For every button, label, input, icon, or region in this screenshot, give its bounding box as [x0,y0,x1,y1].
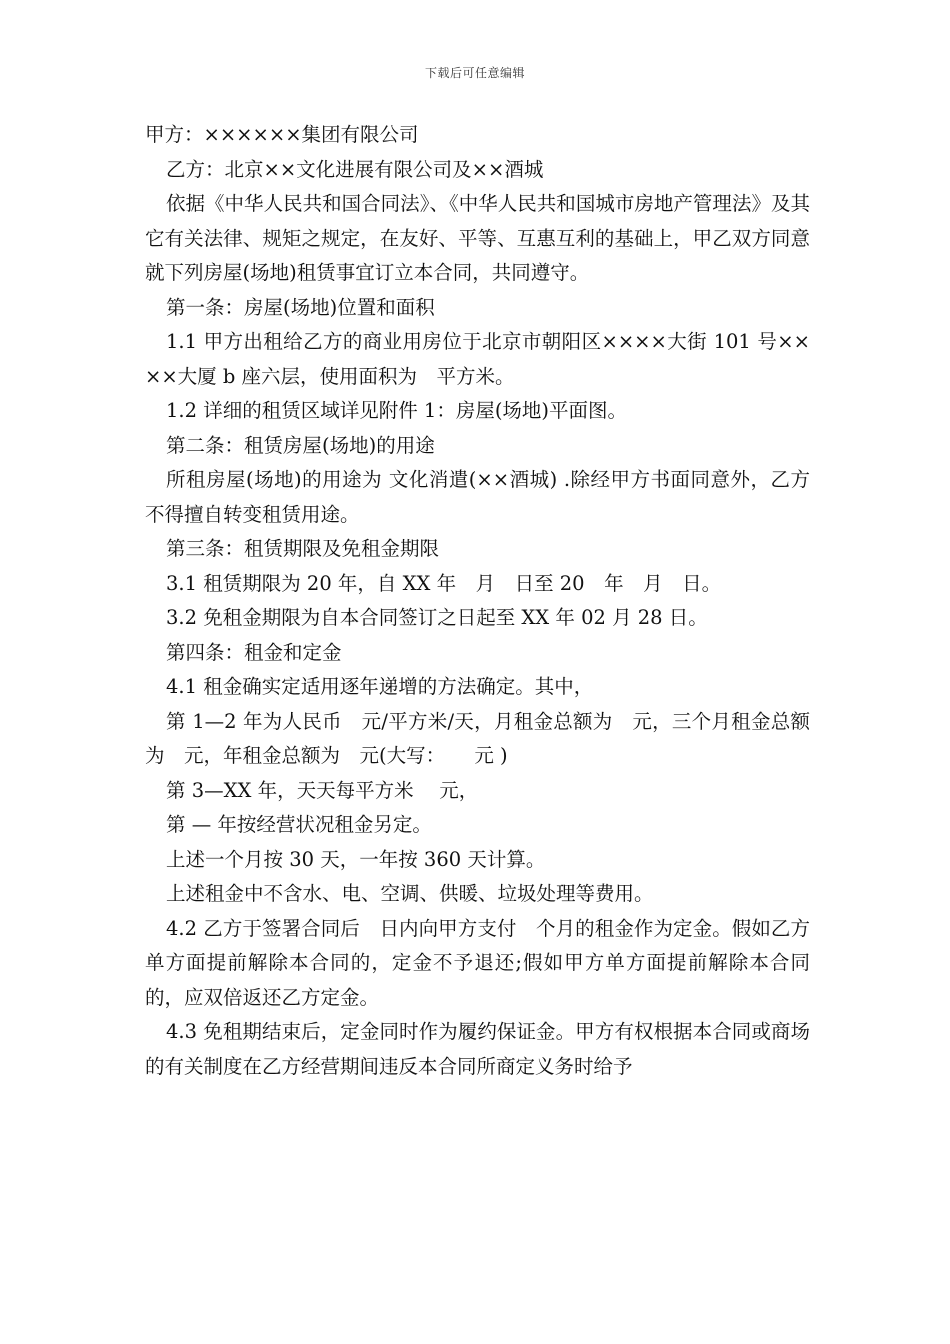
rent-day-calculation: 上述一个月按 30 天，一年按 360 天计算。 [166,847,546,871]
clause-4-2: 4.2 乙方于签署合同后 日内向甲方支付 个月的租金作为定金。假如乙方单方面提前解除本合同的，定金不予退还;假如甲方单方面提前解除本合同的，应双倍返还乙方定金。 [145,916,810,1009]
rent-other-years: 第 — 年按经营状况租金另定。 [166,813,432,836]
clause-4-3: 4.3 免租期结束后，定金同时作为履约保证金。甲方有权根据本合同或商场的有关制度在乙方经营期间违反本合同所商定义务时给予 [145,1020,810,1078]
clause-3-2: 3.2 免租金期限为自本合同签订之日起至 XX 年 02 月 28 日。 [166,606,708,629]
article-2-paragraph: 所租房屋(场地)的用途为 文化消遣(××酒城) .除经甲方书面同意外，乙方不得擅自转变租赁用途。 [145,468,810,526]
article-3-heading: 第三条：租赁期限及免租金期限 [166,537,440,560]
clause-1-1: 1.1 甲方出租给乙方的商业用房位于北京市朝阳区××××大街 101 号××××大厦 b 座六层，使用面积为 平方米。 [145,330,810,388]
preamble-paragraph: 依据《中华人民共和国合同法》、《中华人民共和国城市房地产管理法》及其它有关法律、规矩之规定，在友好、平等、互惠互利的基础上，甲乙双方同意就下列房屋(场地)租赁事宜订立本合同，共同遵守。 [145,192,810,284]
article-4-heading: 第四条：租金和定金 [166,640,342,664]
rent-years-3-xx: 第 3—XX 年，天天每平方米 元， [166,778,479,802]
clause-4-1: 4.1 租金确实定适用逐年递增的方法确定。其中， [166,675,594,698]
article-2-heading: 第二条：租赁房屋(场地)的用途 [166,433,435,457]
rent-years-1-2: 第 1—2 年为人民币 元/平方米/天，月租金总额为 元，三个月租金总额为 元，年租金总额为 元(大写： 元 ) [145,709,810,767]
page-header: 下载后可任意编辑 [424,66,525,80]
party-b-line: 乙方：北京××文化进展有限公司及××酒城 [166,157,544,181]
clause-3-1: 3.1 租赁期限为 20 年，自 XX 年 月 日至 20 年 月 日。 [166,571,722,595]
article-1-heading: 第一条：房屋(场地)位置和面积 [166,295,435,319]
contract-body [145,118,810,1084]
party-a-line: 甲方：××××××集团有限公司 [145,123,419,146]
clause-1-2: 1.2 详细的租赁区域详见附件 1：房屋(场地)平面图。 [166,399,628,422]
rent-exclusions: 上述租金中不含水、电、空调、供暖、垃圾处理等费用。 [166,882,654,905]
